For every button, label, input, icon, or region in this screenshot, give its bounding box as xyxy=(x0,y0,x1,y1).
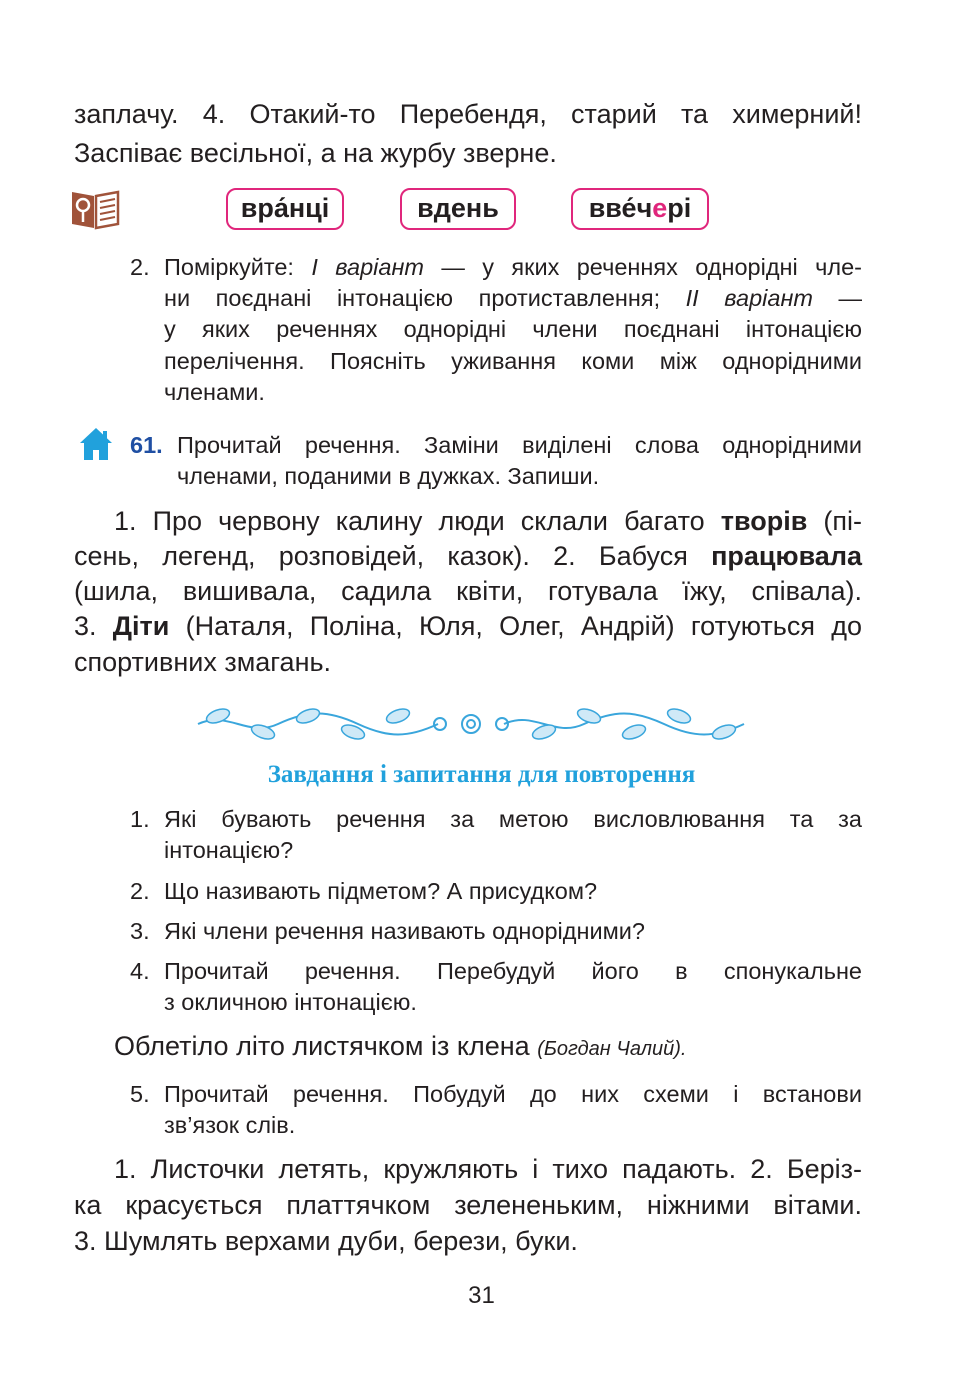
text-line: 1. Про червону калину люди склали багато творів (пі- xyxy=(114,506,862,536)
task-number: 61. xyxy=(130,432,163,458)
task-instruction: членами, поданими в дужках. Запиши. xyxy=(177,463,600,489)
text-line: 3. Шумлять верхами дуби, берези, буки. xyxy=(74,1226,578,1256)
question-text: Прочитай речення. Побудуй до них схеми і встанови xyxy=(164,1081,862,1107)
dictionary-word-vrantsi: вранці xyxy=(226,188,344,230)
home-task-icon xyxy=(78,426,114,462)
list-number: 1. xyxy=(130,806,150,832)
page-number: 31 xyxy=(468,1282,495,1309)
list-number: 4. xyxy=(130,958,150,984)
text-line: у яких реченнях однорідні члени поєднані інтонацією xyxy=(164,316,862,342)
question-text: інтонацією? xyxy=(164,837,294,863)
text-line: ка красується платтячком зелененьким, ніжними вітами. xyxy=(74,1190,862,1220)
question-text: Які члени речення називають однорідними? xyxy=(164,918,645,944)
list-number: 3. xyxy=(130,918,150,944)
list-number: 2. xyxy=(130,878,150,904)
dictionary-book-icon xyxy=(70,188,120,230)
list-number: 2. xyxy=(130,254,150,280)
text-line: 3. Діти (Наталя, Поліна, Юля, Олег, Андрій) готуються до xyxy=(74,611,862,641)
text-line: Заспіває весільної, а на журбу зверне. xyxy=(74,138,557,168)
text-line: заплачу. 4. Отакий-то Перебендя, старий та химерний! xyxy=(74,99,862,129)
text-line: членами. xyxy=(164,379,265,405)
text-line: спортивних змагань. xyxy=(74,647,332,677)
text-line: 1. Листочки летять, кружляють і тихо падають. 2. Берiз- xyxy=(114,1154,862,1184)
text-line: (шила, вишивала, садила квіти, готувала їжу, співала). xyxy=(74,576,862,606)
text-line: Поміркуйте: I варіант — у яких реченнях однорідні чле- xyxy=(164,254,862,280)
question-text: Прочитай речення. Перебудуй його в спонукальне xyxy=(164,958,862,984)
dictionary-word-vvecheri: ввечері xyxy=(571,188,709,230)
quote-sentence: Облетіло літо листячком із клена (Богдан Чалий). xyxy=(114,1031,687,1061)
task-instruction: Прочитай речення. Заміни виділені слова однорідними xyxy=(177,432,862,458)
dictionary-word-vden: вдень xyxy=(400,188,516,230)
list-number: 5. xyxy=(130,1081,150,1107)
floral-divider-ornament xyxy=(188,702,754,746)
question-text: зв’язок слів. xyxy=(164,1112,296,1138)
question-text: Які бувають речення за метою висловлювання та за xyxy=(164,806,862,832)
section-title: Завдання і запитання для повторення xyxy=(267,761,696,788)
text-line: ни поєднані інтонацією протиставлення; II варіант — xyxy=(164,285,863,311)
quote-author: (Богдан Чалий). xyxy=(537,1038,687,1060)
question-text: з окличною інтонацією. xyxy=(164,989,417,1015)
text-line: перелічення. Поясніть уживання коми між однорідними xyxy=(164,348,862,374)
question-text: Що називають підметом? А присудком? xyxy=(164,878,598,904)
text-line: сень, легенд, розповідей, казок). 2. Бабуся працювала xyxy=(74,541,862,571)
